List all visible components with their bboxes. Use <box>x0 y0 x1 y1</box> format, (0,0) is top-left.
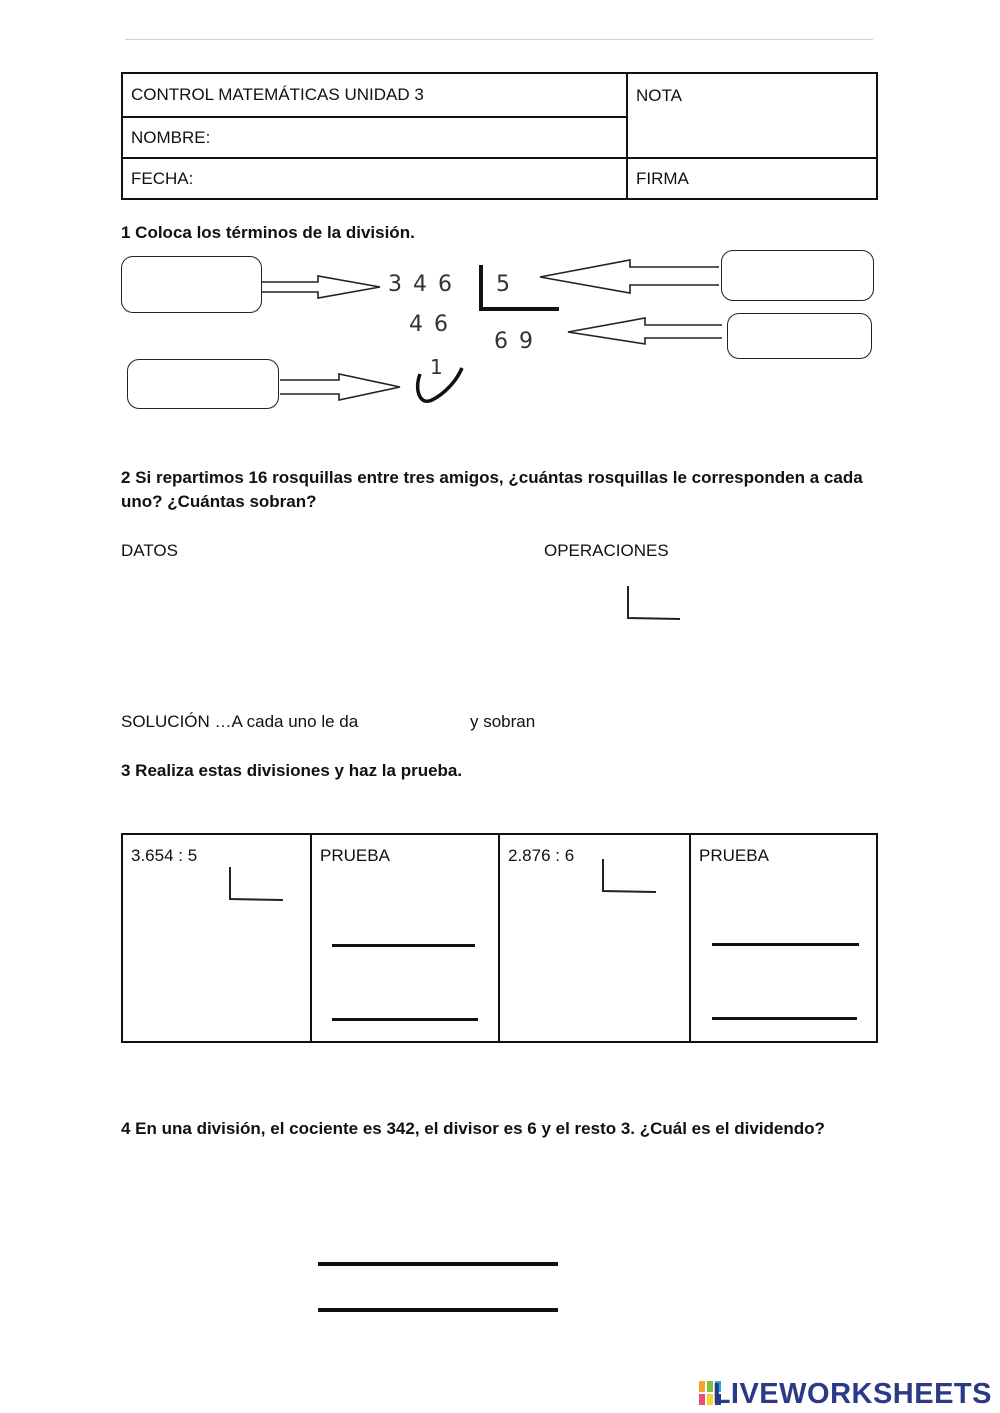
prueba-2-label: PRUEBA <box>699 846 769 865</box>
partial-46: 4 6 <box>409 312 450 337</box>
q4-answer-line-1[interactable] <box>318 1262 558 1266</box>
operaciones-label: OPERACIONES <box>544 541 669 560</box>
answer-field-cada-uno[interactable] <box>383 710 465 734</box>
division-cell-1[interactable] <box>122 834 311 1042</box>
remainder-1: 1 <box>430 355 445 379</box>
test-title: CONTROL MATEMÁTICAS UNIDAD 3 <box>122 73 627 117</box>
solucion-label: SOLUCIÓN …A cada uno le da <box>121 712 359 731</box>
quotient-69: 6 9 <box>494 329 535 354</box>
prueba-cell-2[interactable] <box>690 834 877 1042</box>
division-bracket-2 <box>596 857 666 897</box>
header-table <box>121 72 878 200</box>
arrow-to-dividend <box>262 276 380 298</box>
prueba-2-line-2 <box>712 1017 857 1020</box>
brand-wordmark: LIVEWORKSHEETS <box>712 1378 992 1410</box>
name-field[interactable]: NOMBRE: <box>122 117 627 158</box>
datos-label: DATOS <box>121 541 178 560</box>
division-2-label: 2.876 : 6 <box>508 846 575 865</box>
q4-answer-line-2[interactable] <box>318 1308 558 1312</box>
prueba-1-label: PRUEBA <box>320 846 390 865</box>
prueba-2-line-1 <box>712 943 859 946</box>
answer-field-sobran[interactable] <box>548 710 638 734</box>
division-bracket <box>481 265 559 309</box>
question-3: 3 Realiza estas divisiones y haz la prueba. <box>121 761 463 780</box>
arrow-to-remainder <box>280 374 400 400</box>
arrow-to-divisor <box>540 260 719 293</box>
question-2: 2 Si repartimos 16 rosquillas entre tres amigos, ¿cuántas rosquillas le corresponden a cada uno? ¿Cuántas sobran? <box>121 468 863 511</box>
divisions-table <box>121 833 878 1043</box>
top-divider <box>125 39 873 40</box>
date-field[interactable]: FECHA: <box>122 158 627 199</box>
prueba-1-line-1 <box>332 944 475 947</box>
prueba-cell-1[interactable] <box>311 834 499 1042</box>
division-1-label: 3.654 : 5 <box>131 846 198 865</box>
arrow-to-quotient <box>568 318 722 344</box>
division-bracket-1 <box>223 865 293 905</box>
division-bracket-q2 <box>620 582 690 626</box>
question-1: 1 Coloca los términos de la división. <box>121 223 415 242</box>
signature-field[interactable]: FIRMA <box>627 158 877 199</box>
dividend-346: 3 4 6 <box>388 272 454 297</box>
divisor-5: 5 <box>496 272 512 297</box>
sobran-label: y sobran <box>470 712 536 731</box>
grade-cell: NOTA <box>627 73 877 158</box>
division-cell-2[interactable] <box>499 834 690 1042</box>
question-4: 4 En una división, el cociente es 342, el divisor es 6 y el resto 3. ¿Cuál es el dividendo? <box>121 1119 825 1138</box>
prueba-1-line-2 <box>332 1018 478 1021</box>
